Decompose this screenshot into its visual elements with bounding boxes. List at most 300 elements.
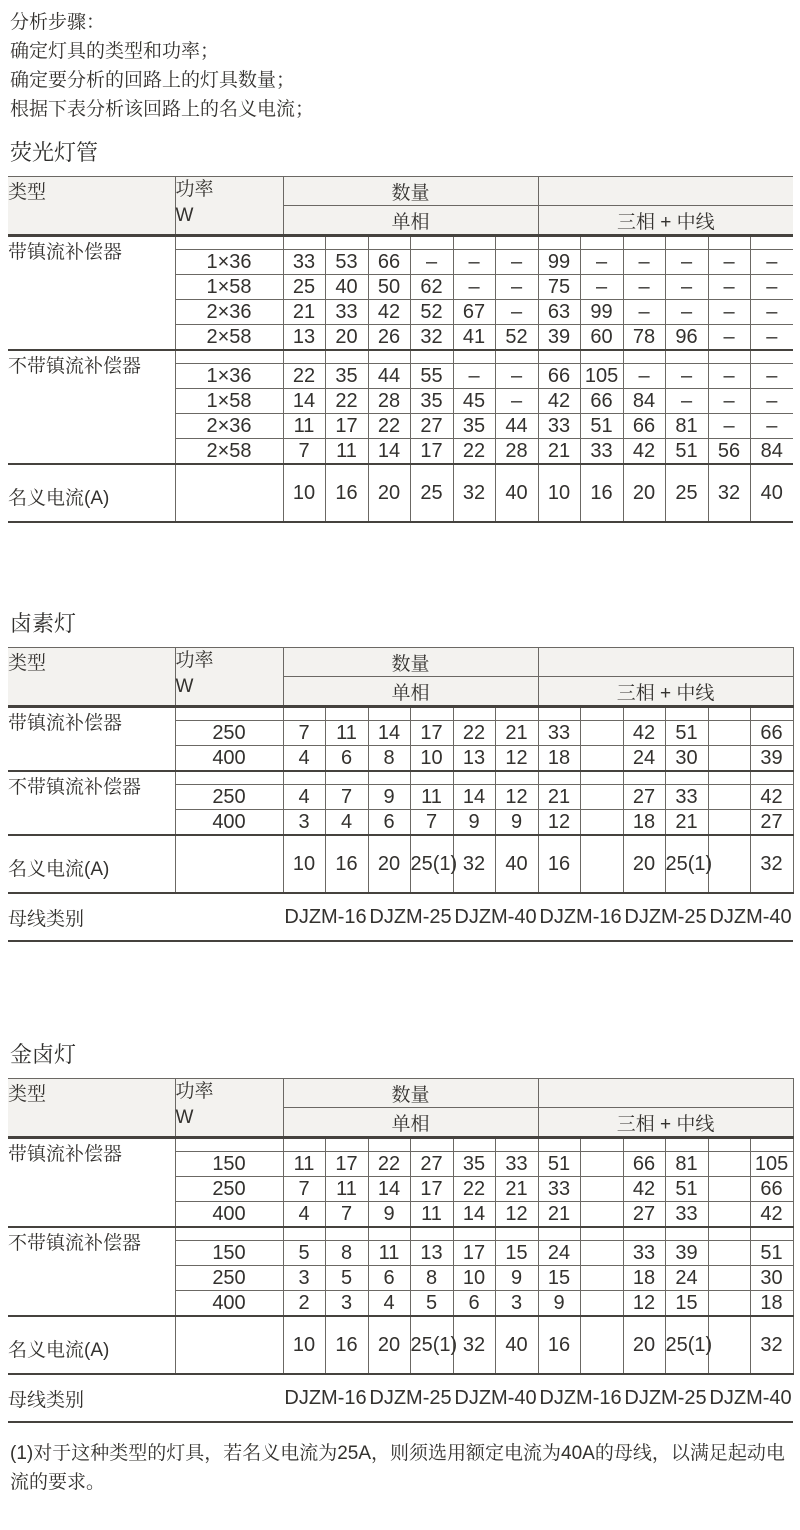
spacer-cell — [325, 707, 368, 721]
qty-single-value: 52 — [495, 325, 538, 351]
qty-single-value: 21 — [495, 721, 538, 746]
qty-three-phase-value: 39 — [750, 746, 793, 772]
nominal-current-three — [580, 1316, 623, 1374]
spacer-cell — [453, 350, 495, 364]
spacer-cell — [495, 236, 538, 250]
header-three-phase: 三相 + 中线 — [538, 677, 793, 707]
qty-single-value: 22 — [368, 1152, 410, 1177]
qty-three-phase-value: 39 — [538, 325, 580, 351]
spacer-cell — [580, 771, 623, 785]
nominal-current-three: 25 — [665, 464, 708, 522]
qty-single-value: 14 — [368, 721, 410, 746]
spacer-cell — [283, 1138, 325, 1152]
section-title-fluorescent: 荧光灯管 — [10, 140, 99, 165]
qty-three-phase-value: 42 — [623, 439, 665, 465]
qty-single-value: 3 — [325, 1291, 368, 1317]
qty-three-phase-value: – — [623, 250, 665, 275]
qty-three-phase-value: – — [623, 300, 665, 325]
qty-three-phase-value — [580, 746, 623, 772]
nominal-current-single: 32 — [453, 835, 495, 893]
spacer-cell — [368, 350, 410, 364]
spacer-cell — [708, 236, 750, 250]
lamp-type-label: 带镇流补偿器 — [8, 236, 175, 351]
qty-single-value: 11 — [325, 721, 368, 746]
qty-single-value: 22 — [283, 364, 325, 389]
header-quantity-empty — [538, 1079, 793, 1108]
qty-three-phase-value: 42 — [623, 721, 665, 746]
qty-single-value: 33 — [283, 250, 325, 275]
power-value: 1×36 — [175, 250, 283, 275]
qty-three-phase-value: 33 — [538, 1177, 580, 1202]
qty-single-value: 14 — [283, 389, 325, 414]
nominal-current-three: 40 — [750, 464, 793, 522]
qty-three-phase-value: 30 — [665, 746, 708, 772]
qty-single-value: 26 — [368, 325, 410, 351]
qty-three-phase-value: – — [750, 300, 793, 325]
qty-single-value: 52 — [410, 300, 453, 325]
power-value: 150 — [175, 1241, 283, 1266]
qty-three-phase-value — [708, 1177, 750, 1202]
qty-single-value: 5 — [283, 1241, 325, 1266]
nominal-power-empty — [175, 835, 283, 893]
spacer-cell — [708, 707, 750, 721]
qty-three-phase-value: 21 — [538, 785, 580, 810]
qty-single-value: 27 — [410, 414, 453, 439]
power-value: 1×36 — [175, 364, 283, 389]
qty-three-phase-value — [708, 1202, 750, 1228]
qty-single-value: – — [495, 389, 538, 414]
lamp-tables — [8, 140, 793, 1423]
qty-three-phase-value: 42 — [750, 785, 793, 810]
qty-single-value: 33 — [325, 300, 368, 325]
qty-three-phase-value: – — [665, 389, 708, 414]
spacer-cell — [538, 771, 580, 785]
qty-single-value: 3 — [495, 1291, 538, 1317]
header-type: 类型 — [8, 1079, 175, 1138]
qty-three-phase-value: 51 — [665, 439, 708, 465]
qty-single-value: 17 — [325, 1152, 368, 1177]
header-type: 类型 — [8, 177, 175, 236]
qty-single-value: 6 — [325, 746, 368, 772]
qty-three-phase-value: 33 — [665, 1202, 708, 1228]
qty-single-value: 14 — [453, 785, 495, 810]
nominal-current-single: 20 — [368, 1316, 410, 1374]
spacer-cell — [623, 771, 665, 785]
qty-single-value: 5 — [325, 1266, 368, 1291]
header-power — [175, 177, 283, 236]
qty-three-phase-value: 63 — [538, 300, 580, 325]
qty-three-phase-value: 18 — [623, 810, 665, 836]
qty-single-value: 12 — [495, 1202, 538, 1228]
qty-three-phase-value: 105 — [750, 1152, 793, 1177]
qty-single-value: 33 — [495, 1152, 538, 1177]
spacer-cell — [750, 1227, 793, 1241]
qty-three-phase-value — [708, 785, 750, 810]
spacer-cell — [580, 1227, 623, 1241]
qty-three-phase-value: – — [665, 364, 708, 389]
qty-three-phase-value: – — [665, 275, 708, 300]
qty-three-phase-value: 18 — [750, 1291, 793, 1317]
qty-three-phase-value: 33 — [665, 785, 708, 810]
qty-single-value: 7 — [283, 439, 325, 465]
qty-single-value: 11 — [325, 1177, 368, 1202]
power-spacer-cell — [175, 1138, 283, 1152]
section-title-halogen: 卤素灯 — [10, 611, 77, 636]
qty-single-value: 17 — [410, 1177, 453, 1202]
qty-single-value: 32 — [410, 325, 453, 351]
qty-single-value: 41 — [453, 325, 495, 351]
qty-three-phase-value: 30 — [750, 1266, 793, 1291]
qty-single-value: 15 — [495, 1241, 538, 1266]
qty-single-value: 13 — [410, 1241, 453, 1266]
qty-three-phase-value: – — [708, 414, 750, 439]
qty-three-phase-value: 84 — [623, 389, 665, 414]
qty-three-phase-value: – — [623, 275, 665, 300]
qty-three-phase-value: 51 — [580, 414, 623, 439]
qty-three-phase-value: 12 — [623, 1291, 665, 1317]
nominal-current-three: 32 — [750, 835, 793, 893]
busbar-category-label: 母线类别 — [8, 1374, 283, 1422]
qty-single-value: 22 — [453, 721, 495, 746]
analysis-step-line: 分析步骤： — [10, 12, 106, 33]
busbar-type-value: DJZM-40 — [453, 1374, 538, 1422]
power-spacer-cell — [175, 1227, 283, 1241]
qty-single-value: 20 — [325, 325, 368, 351]
qty-three-phase-value: – — [750, 275, 793, 300]
qty-single-value: 55 — [410, 364, 453, 389]
qty-three-phase-value: 66 — [750, 721, 793, 746]
spacer-cell — [580, 1138, 623, 1152]
qty-three-phase-value — [708, 1152, 750, 1177]
qty-single-value: 11 — [325, 439, 368, 465]
spacer-cell — [538, 350, 580, 364]
qty-three-phase-value — [708, 1266, 750, 1291]
spacer-cell — [538, 236, 580, 250]
qty-three-phase-value: 15 — [538, 1266, 580, 1291]
qty-single-value: 7 — [283, 1177, 325, 1202]
spacer-cell — [453, 236, 495, 250]
qty-single-value: 22 — [325, 389, 368, 414]
nominal-current-single: 20 — [368, 464, 410, 522]
qty-single-value: 50 — [368, 275, 410, 300]
spacer-cell — [580, 350, 623, 364]
nominal-current-row — [8, 464, 793, 522]
power-value: 400 — [175, 1202, 283, 1228]
header-single-phase: 单相 — [283, 206, 538, 236]
qty-single-value: – — [495, 300, 538, 325]
qty-three-phase-value: 99 — [538, 250, 580, 275]
header-power — [175, 1079, 283, 1138]
qty-three-phase-value — [708, 1241, 750, 1266]
qty-single-value: 13 — [453, 746, 495, 772]
qty-three-phase-value: 42 — [538, 389, 580, 414]
header-power-unit: W — [175, 205, 194, 226]
header-power-unit: W — [175, 676, 194, 697]
nominal-current-three — [708, 1316, 750, 1374]
qty-three-phase-value: – — [708, 250, 750, 275]
spacer-cell — [410, 771, 453, 785]
qty-three-phase-value: 27 — [623, 785, 665, 810]
qty-single-value: 10 — [453, 1266, 495, 1291]
spacer-cell — [708, 1138, 750, 1152]
lamp-type-label: 不带镇流补偿器 — [8, 771, 175, 835]
power-spacer-cell — [175, 236, 283, 250]
power-value: 400 — [175, 746, 283, 772]
nominal-current-three: 20 — [623, 1316, 665, 1374]
qty-three-phase-value: – — [750, 325, 793, 351]
qty-single-value: – — [495, 275, 538, 300]
spacer-cell — [750, 771, 793, 785]
qty-single-value: 6 — [368, 810, 410, 836]
qty-single-value: – — [495, 364, 538, 389]
qty-three-phase-value: 24 — [538, 1241, 580, 1266]
lamp-type-label: 带镇流补偿器 — [8, 1138, 175, 1228]
nominal-current-label: 名义电流(A) — [8, 835, 175, 893]
power-value: 250 — [175, 785, 283, 810]
qty-single-value: 6 — [368, 1266, 410, 1291]
header-power — [175, 648, 283, 707]
qty-single-value: 14 — [368, 439, 410, 465]
qty-three-phase-value — [708, 810, 750, 836]
qty-three-phase-value: 99 — [580, 300, 623, 325]
spacer-cell — [368, 1138, 410, 1152]
qty-three-phase-value — [708, 1291, 750, 1317]
qty-three-phase-value: 33 — [580, 439, 623, 465]
busbar-type-value: DJZM-40 — [453, 893, 538, 941]
qty-three-phase-value: 33 — [538, 721, 580, 746]
spacer-cell — [623, 236, 665, 250]
spacer-cell — [708, 1227, 750, 1241]
qty-single-value: 8 — [368, 746, 410, 772]
analysis-steps — [8, 8, 793, 124]
spacer-cell — [665, 236, 708, 250]
busbar-row — [8, 1374, 793, 1422]
qty-single-value: 17 — [410, 721, 453, 746]
nominal-current-single: 32 — [453, 1316, 495, 1374]
busbar-row — [8, 893, 793, 941]
nominal-current-row — [8, 835, 793, 893]
qty-three-phase-value: – — [580, 275, 623, 300]
busbar-type-value: DJZM-25 — [368, 893, 453, 941]
qty-three-phase-value: – — [665, 300, 708, 325]
qty-single-value: 14 — [368, 1177, 410, 1202]
nominal-current-three: 16 — [538, 835, 580, 893]
spacer-cell — [368, 236, 410, 250]
nominal-current-single: 25(1) — [410, 835, 453, 893]
spacer-cell — [283, 350, 325, 364]
qty-single-value: 17 — [453, 1241, 495, 1266]
spacer-cell — [495, 1138, 538, 1152]
header-quantity-empty — [538, 648, 793, 677]
qty-single-value: 14 — [453, 1202, 495, 1228]
qty-single-value: 12 — [495, 746, 538, 772]
table-metal-halide — [8, 1078, 794, 1423]
qty-three-phase-value: 21 — [538, 439, 580, 465]
qty-three-phase-value: 51 — [538, 1152, 580, 1177]
qty-single-value: 11 — [368, 1241, 410, 1266]
qty-single-value: 13 — [283, 325, 325, 351]
qty-three-phase-value: 21 — [538, 1202, 580, 1228]
spacer-cell — [453, 707, 495, 721]
qty-single-value: 4 — [283, 1202, 325, 1228]
section-title-metal-halide: 金卤灯 — [10, 1042, 77, 1067]
nominal-current-three: 20 — [623, 464, 665, 522]
qty-three-phase-value: – — [750, 389, 793, 414]
qty-single-value: 9 — [368, 1202, 410, 1228]
spacer-cell — [410, 350, 453, 364]
power-value: 1×58 — [175, 389, 283, 414]
qty-single-value: 3 — [283, 810, 325, 836]
qty-single-value: 45 — [453, 389, 495, 414]
nominal-current-single: 16 — [325, 464, 368, 522]
qty-single-value: 4 — [368, 1291, 410, 1317]
qty-single-value: 11 — [410, 785, 453, 810]
spacer-cell — [623, 1138, 665, 1152]
lamp-type-label: 不带镇流补偿器 — [8, 350, 175, 464]
qty-single-value: 25 — [283, 275, 325, 300]
spacer-cell — [750, 236, 793, 250]
qty-single-value: 40 — [325, 275, 368, 300]
qty-three-phase-value: 96 — [665, 325, 708, 351]
qty-three-phase-value: 84 — [750, 439, 793, 465]
spacer-cell — [538, 1227, 580, 1241]
qty-single-value: 28 — [368, 389, 410, 414]
header-power-label: 功率 — [175, 179, 214, 200]
qty-three-phase-value: 66 — [580, 389, 623, 414]
nominal-power-empty — [175, 1316, 283, 1374]
nominal-current-three: 25(1) — [665, 835, 708, 893]
qty-single-value: 3 — [283, 1266, 325, 1291]
spacer-cell — [495, 707, 538, 721]
qty-three-phase-value: – — [665, 250, 708, 275]
qty-three-phase-value — [580, 721, 623, 746]
qty-single-value: – — [410, 250, 453, 275]
power-value: 1×58 — [175, 275, 283, 300]
nominal-current-three: 20 — [623, 835, 665, 893]
power-value: 2×58 — [175, 439, 283, 465]
spacer-cell — [495, 350, 538, 364]
qty-three-phase-value: 27 — [750, 810, 793, 836]
qty-three-phase-value: 78 — [623, 325, 665, 351]
qty-single-value: 11 — [283, 414, 325, 439]
header-quantity: 数量 — [283, 648, 538, 677]
spacer-cell — [283, 236, 325, 250]
qty-single-value: 22 — [453, 1177, 495, 1202]
nominal-current-single: 32 — [453, 464, 495, 522]
nominal-current-single: 16 — [325, 1316, 368, 1374]
spacer-cell — [665, 707, 708, 721]
table-fluorescent — [8, 176, 793, 523]
qty-single-value: 9 — [495, 1266, 538, 1291]
nominal-current-single: 20 — [368, 835, 410, 893]
nominal-current-single: 10 — [283, 464, 325, 522]
qty-single-value: 9 — [453, 810, 495, 836]
qty-three-phase-value: – — [708, 364, 750, 389]
spacer-cell — [750, 1138, 793, 1152]
nominal-current-single: 10 — [283, 835, 325, 893]
qty-three-phase-value: 51 — [750, 1241, 793, 1266]
qty-single-value: 17 — [410, 439, 453, 465]
spacer-cell — [410, 1227, 453, 1241]
nominal-current-single: 40 — [495, 835, 538, 893]
table-halogen — [8, 647, 794, 942]
qty-three-phase-value: 12 — [538, 810, 580, 836]
power-value: 150 — [175, 1152, 283, 1177]
nominal-current-three — [580, 835, 623, 893]
spacer-cell — [665, 350, 708, 364]
qty-three-phase-value: – — [750, 250, 793, 275]
qty-single-value: 17 — [325, 414, 368, 439]
spacer-cell — [325, 1227, 368, 1241]
spacer-cell — [453, 771, 495, 785]
power-spacer-cell — [175, 350, 283, 364]
analysis-step-line: 确定要分析的回路上的灯具数量； — [10, 70, 296, 91]
power-value: 250 — [175, 1177, 283, 1202]
spacer-cell — [580, 707, 623, 721]
qty-three-phase-value: – — [580, 250, 623, 275]
qty-single-value: 35 — [410, 389, 453, 414]
qty-three-phase-value: 18 — [538, 746, 580, 772]
header-quantity-empty — [538, 177, 793, 206]
nominal-current-three: 32 — [750, 1316, 793, 1374]
qty-three-phase-value: 39 — [665, 1241, 708, 1266]
qty-single-value: 66 — [368, 250, 410, 275]
qty-three-phase-value: 66 — [750, 1177, 793, 1202]
nominal-current-single: 40 — [495, 1316, 538, 1374]
spacer-cell — [453, 1227, 495, 1241]
nominal-current-single: 16 — [325, 835, 368, 893]
spacer-cell — [368, 707, 410, 721]
spacer-cell — [283, 771, 325, 785]
busbar-type-value: DJZM-16 — [538, 1374, 623, 1422]
qty-single-value: 62 — [410, 275, 453, 300]
lamp-type-label: 不带镇流补偿器 — [8, 1227, 175, 1316]
qty-single-value: – — [453, 364, 495, 389]
spacer-cell — [495, 1227, 538, 1241]
qty-single-value: – — [453, 275, 495, 300]
qty-single-value: 21 — [495, 1177, 538, 1202]
qty-single-value: 4 — [283, 746, 325, 772]
qty-three-phase-value: – — [708, 300, 750, 325]
header-type: 类型 — [8, 648, 175, 707]
header-three-phase: 三相 + 中线 — [538, 1108, 793, 1138]
power-value: 250 — [175, 721, 283, 746]
nominal-current-single: 25 — [410, 464, 453, 522]
qty-three-phase-value: – — [750, 364, 793, 389]
spacer-cell — [283, 707, 325, 721]
spacer-cell — [623, 707, 665, 721]
nominal-current-row — [8, 1316, 793, 1374]
qty-single-value: 35 — [325, 364, 368, 389]
qty-three-phase-value: 56 — [708, 439, 750, 465]
qty-single-value: 67 — [453, 300, 495, 325]
busbar-type-value: DJZM-16 — [538, 893, 623, 941]
qty-three-phase-value: – — [708, 325, 750, 351]
qty-three-phase-value: 66 — [623, 414, 665, 439]
power-value: 2×36 — [175, 414, 283, 439]
qty-three-phase-value — [580, 1241, 623, 1266]
qty-single-value: 2 — [283, 1291, 325, 1317]
spacer-cell — [708, 350, 750, 364]
power-value: 250 — [175, 1266, 283, 1291]
spacer-cell — [325, 1138, 368, 1152]
spacer-cell — [623, 350, 665, 364]
header-power-label: 功率 — [175, 650, 214, 671]
spacer-cell — [623, 1227, 665, 1241]
qty-three-phase-value: 60 — [580, 325, 623, 351]
qty-single-value: 7 — [410, 810, 453, 836]
busbar-type-value: DJZM-40 — [708, 1374, 793, 1422]
